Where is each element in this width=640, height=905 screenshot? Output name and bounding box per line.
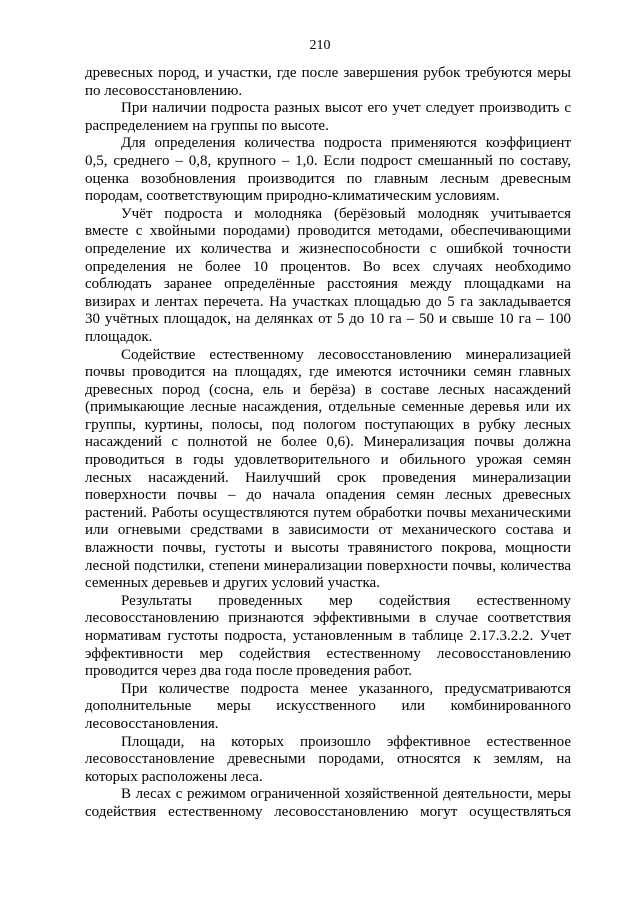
text-line: вместе с хвойными породами) проводится методами, обеспечивающими <box>85 223 571 240</box>
text-line: лесных насаждений. Наилучший срок проведения минерализации <box>85 469 571 486</box>
text-line: которых расположены леса. <box>85 768 263 785</box>
text-line: визирах и лентах перечета. На участках площадью до 5 га закладывается <box>85 293 571 310</box>
text-line: Учёт подроста и молодняка (берёзовый молодняк учитывается <box>121 205 571 222</box>
paragraph <box>85 206 571 347</box>
text-line: проводится через два года после проведения работ. <box>85 663 413 680</box>
paragraph <box>85 593 571 681</box>
text-line: 30 учётных площадок, на делянках от 5 до 10 га – 50 и свыше 10 га – 100 <box>85 311 571 328</box>
text-line: Площади, на которых произошло эффективное естественное <box>121 733 571 750</box>
text-line: Для определения количества подроста применяются коэффициент <box>121 135 571 152</box>
text-line: по лесовосстановлению. <box>85 82 243 99</box>
paragraph <box>85 786 571 821</box>
text-line: (примыкающие лесные насаждения, отдельные семенные деревья или их <box>85 399 571 416</box>
text-line: лесовосстановлению признаются эффективными в случае соответствия <box>85 610 571 627</box>
text-line: При наличии подроста разных высот его учет следует производить с <box>121 100 571 117</box>
page-number: 210 <box>309 38 331 53</box>
text-line: оценка возобновления производится по главным лесным древесным <box>85 170 571 187</box>
text-line: соблюдать заранее определённые расстояния между площадками на <box>85 276 571 293</box>
text-line: семенных деревьев и других условий участка. <box>85 575 380 592</box>
text-line: Результаты проведенных мер содействия естественному <box>121 592 571 609</box>
text-line: влажности почвы, густоты и высоты травянистого покрова, мощности <box>85 540 571 557</box>
text-line: определения не более 10 процентов. Во всех случаях необходимо <box>85 258 571 275</box>
text-line: лесовосстановления. <box>85 715 219 732</box>
text-line: лесной подстилки, степени минерализации поверхности почвы, количества <box>85 557 571 574</box>
text-line: дополнительные меры искусственного или комбинированного <box>85 698 571 715</box>
text-line: породам, соответствующим природно-климатическим условиям. <box>85 188 500 205</box>
paragraph <box>85 347 571 593</box>
text-line: поверхности почвы – до начала опадения семян лесных древесных <box>85 487 571 504</box>
paragraph <box>85 681 571 734</box>
paragraph <box>85 135 571 205</box>
text-line: растений. Работы осуществляются путем обработки почвы механическими <box>85 504 571 521</box>
text-line: лесовосстановление древесными породами, относятся к землям, на <box>85 751 571 768</box>
body-text <box>85 65 571 822</box>
text-line: 0,5, среднего – 0,8, крупного – 1,0. Если подрост смешанный по составу, <box>85 152 571 169</box>
text-line: группы, куртины, полосы, под пологом поступающих в рубку лесных <box>85 416 571 433</box>
text-line: нормативам густоты подроста, установленным в таблице 2.17.3.2.2. Учет <box>85 628 571 644</box>
text-line: эффективности мер содействия естественному лесовосстановлению <box>85 645 571 662</box>
text-line: содействия естественному лесовосстановлению могут осуществляться <box>85 803 571 820</box>
text-line: насаждений с полнотой не более 0,6). Минерализация почвы должна <box>85 434 571 451</box>
text-line: распределением на группы по высоте. <box>85 117 329 134</box>
paragraph <box>85 734 571 787</box>
text-line: древесных пород (сосна, ель и берёза) в составе лесных насаждений <box>85 381 571 398</box>
text-line: почвы проводится на площадях, где имеются источники семян главных <box>85 364 571 381</box>
paragraph <box>85 100 571 135</box>
text-line: или огневыми средствами в зависимости от механического состава и <box>85 522 571 539</box>
text-line: В лесах с режимом ограниченной хозяйственной деятельности, меры <box>121 786 571 803</box>
text-line: древесных пород, и участки, где после завершения рубок требуются меры <box>85 65 571 81</box>
text-line: При количестве подроста менее указанного, предусматриваются <box>121 680 571 697</box>
text-line: Содействие естественному лесовосстановлению минерализацией <box>121 346 571 363</box>
text-line: проводиться в годы удовлетворительного и обильного урожая семян <box>85 452 571 469</box>
text-line: площадок. <box>85 328 153 345</box>
text-line: определение их количества и жизнеспособности с ошибкой точности <box>85 240 571 257</box>
paragraph <box>85 65 571 100</box>
